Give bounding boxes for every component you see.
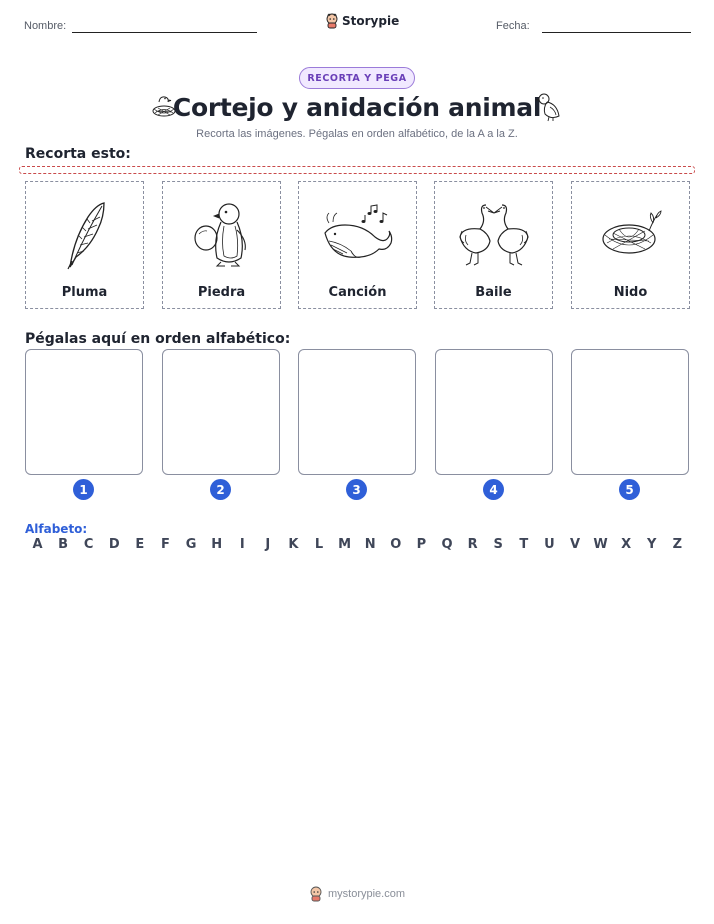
slot-number-3: 3 [346, 479, 367, 500]
page-title: Cortejo y anidación animal [172, 93, 542, 122]
alphabet-row [25, 537, 690, 552]
cut-card-piedra[interactable] [162, 181, 281, 309]
slot-number-1: 1 [73, 479, 94, 500]
penguin-with-stone-icon [189, 200, 255, 270]
alphabet-letter: P [416, 537, 427, 552]
alphabet-letter: S [493, 537, 503, 552]
alphabet-letter: B [58, 537, 69, 552]
date-line [542, 32, 691, 33]
alphabet-letter: N [364, 537, 376, 552]
date-label: Fecha: [496, 20, 530, 32]
feather-icon [60, 199, 110, 271]
alphabet-letter: J [265, 537, 271, 552]
alphabet-letter: W [593, 537, 608, 552]
alphabet-letter: D [108, 537, 120, 552]
paste-slot-2[interactable] [162, 349, 280, 475]
storypie-mascot-icon [309, 886, 323, 902]
cut-card-baile[interactable] [434, 181, 553, 309]
paste-slot-3[interactable] [298, 349, 416, 475]
name-line [72, 32, 257, 33]
card-word: Baile [475, 285, 512, 300]
alphabet-letter: A [32, 537, 43, 552]
activity-tag: RECORTA Y PEGA [299, 67, 415, 89]
alphabet-letter: H [211, 537, 223, 552]
dancing-swans-icon [456, 201, 532, 269]
alphabet-letter: O [390, 537, 402, 552]
slot-number-2: 2 [210, 479, 231, 500]
cut-card-pluma[interactable] [25, 181, 144, 309]
paste-slot-4[interactable] [435, 349, 553, 475]
alphabet-letter: Q [441, 537, 453, 552]
brand-logo [325, 13, 399, 29]
name-label: Nombre: [24, 20, 67, 32]
card-word: Nido [613, 285, 648, 300]
paste-slot-5[interactable] [571, 349, 689, 475]
alphabet-letter: R [467, 537, 478, 552]
cut-card-cancion[interactable] [298, 181, 417, 309]
brand-name: Storypie [342, 14, 400, 28]
alphabet-label: Alfabeto: [25, 522, 88, 536]
alphabet-letter: E [135, 537, 145, 552]
singing-whale-icon [321, 203, 395, 267]
paste-slot-1[interactable] [25, 349, 143, 475]
card-word: Piedra [197, 285, 246, 300]
card-word: Canción [328, 285, 387, 300]
footer-url[interactable]: mystorypie.com [327, 888, 406, 900]
alphabet-letter: I [239, 537, 245, 552]
alphabet-letter: G [185, 537, 197, 552]
instructions: Recorta las imágenes. Pégalas en orden alfabético, de la A a la Z. [196, 128, 518, 140]
alphabet-letter: C [83, 537, 94, 552]
footer [0, 886, 714, 902]
nest-icon [599, 205, 663, 265]
alphabet-letter: Z [672, 537, 683, 552]
slot-number-4: 4 [483, 479, 504, 500]
paste-section-label: Pégalas aquí en orden alfabético: [25, 331, 291, 347]
storypie-mascot-icon [325, 13, 339, 29]
alphabet-letter: M [338, 537, 352, 552]
alphabet-letter: K [288, 537, 299, 552]
alphabet-letter: Y [647, 537, 657, 552]
cut-section-label: Recorta esto: [25, 146, 131, 162]
slot-number-5: 5 [619, 479, 640, 500]
alphabet-letter: F [161, 537, 170, 552]
cut-card-nido[interactable] [571, 181, 690, 309]
alphabet-letter: T [519, 537, 529, 552]
standing-bird-icon [535, 90, 563, 122]
alphabet-letter: U [544, 537, 555, 552]
alphabet-letter: L [314, 537, 324, 552]
card-word: Pluma [61, 285, 108, 300]
cut-line [19, 166, 695, 174]
alphabet-letter: X [621, 537, 632, 552]
alphabet-letter: V [569, 537, 580, 552]
